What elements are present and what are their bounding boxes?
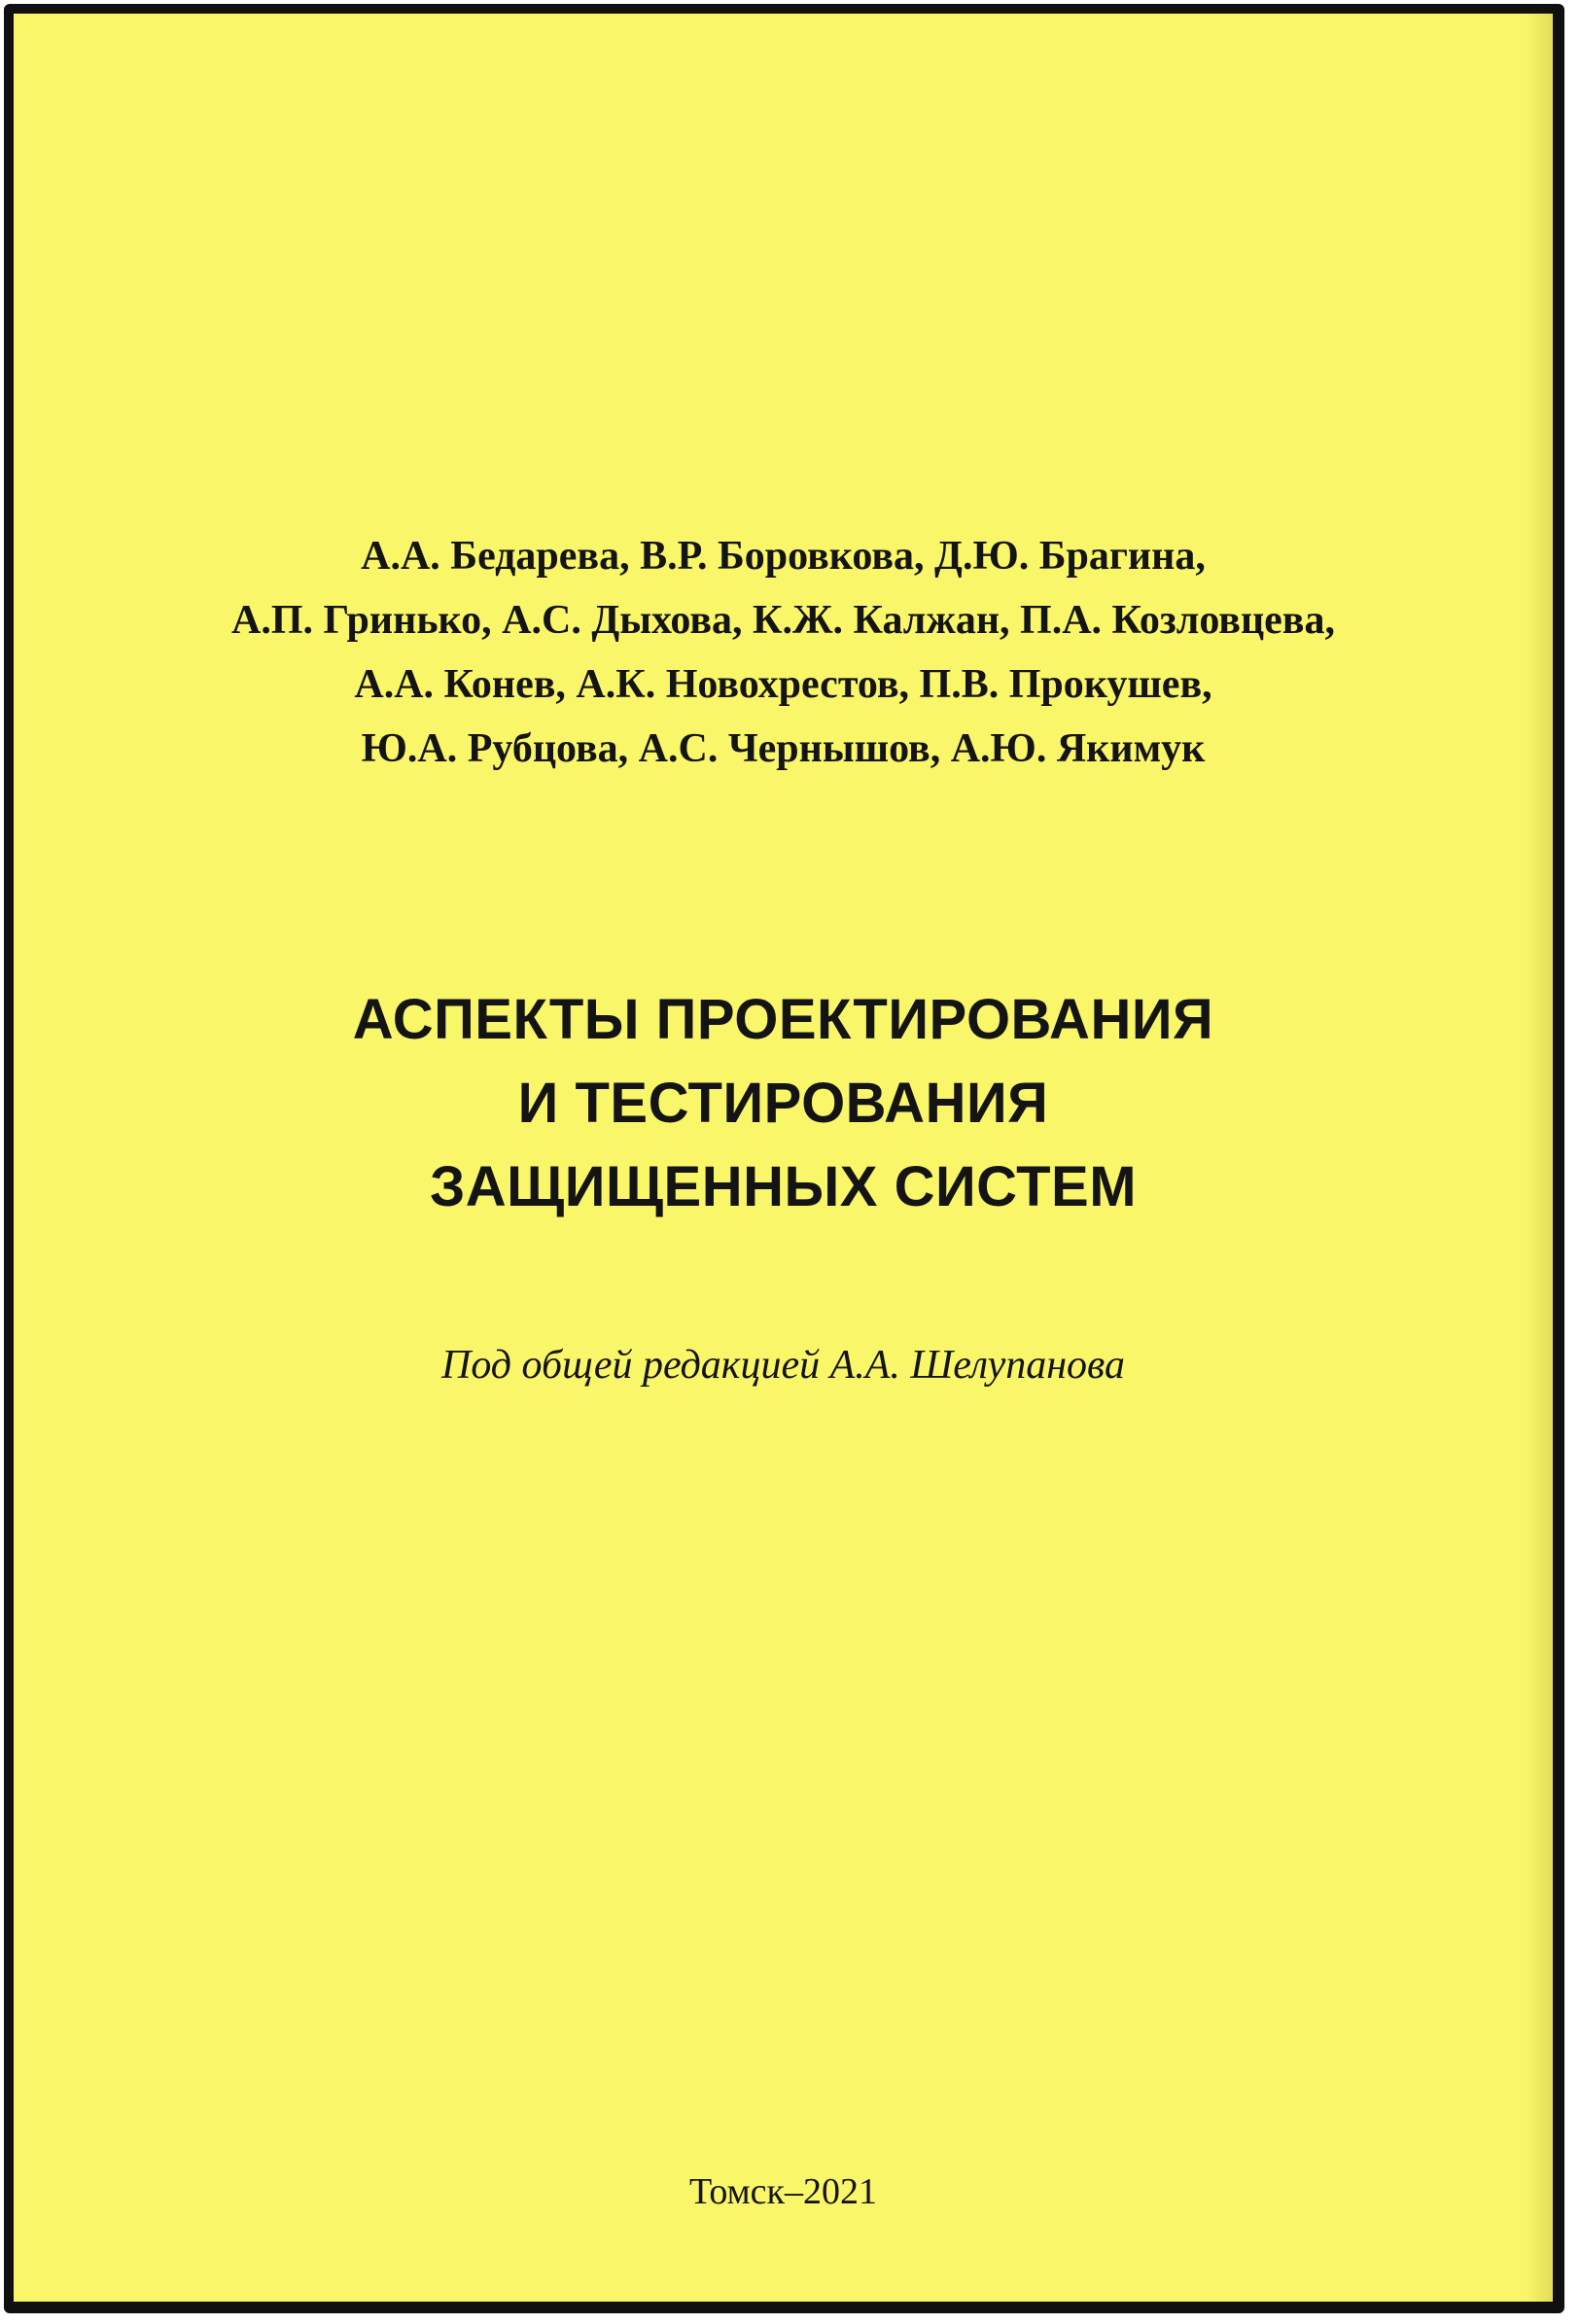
book-title-line: АСПЕКТЫ ПРОЕКТИРОВАНИЯ bbox=[352, 988, 1214, 1051]
authors-line: А.А. Бедарева, В.Р. Боровкова, Д.Ю. Брагина, bbox=[361, 534, 1206, 579]
book-cover bbox=[4, 4, 1564, 2313]
imprint-place-year: Томск–2021 bbox=[688, 2171, 877, 2212]
authors-block bbox=[14, 524, 1553, 781]
book-title-line: И ТЕСТИРОВАНИЯ bbox=[517, 1072, 1049, 1135]
book-title bbox=[14, 978, 1553, 1229]
authors-line: А.А. Конев, А.К. Новохрестов, П.В. Прокушев, bbox=[354, 662, 1212, 707]
editor-credit: Под общей редакцией А.А. Шелупанова bbox=[440, 1343, 1125, 1388]
authors-line: Ю.А. Рубцова, А.С. Чернышов, А.Ю. Якимук bbox=[361, 726, 1206, 771]
authors-line: А.П. Гринько, А.С. Дыхова, К.Ж. Калжан, П.А. Козловцева, bbox=[230, 598, 1335, 643]
book-title-line: ЗАЩИЩЕННЫХ СИСТЕМ bbox=[429, 1155, 1138, 1218]
